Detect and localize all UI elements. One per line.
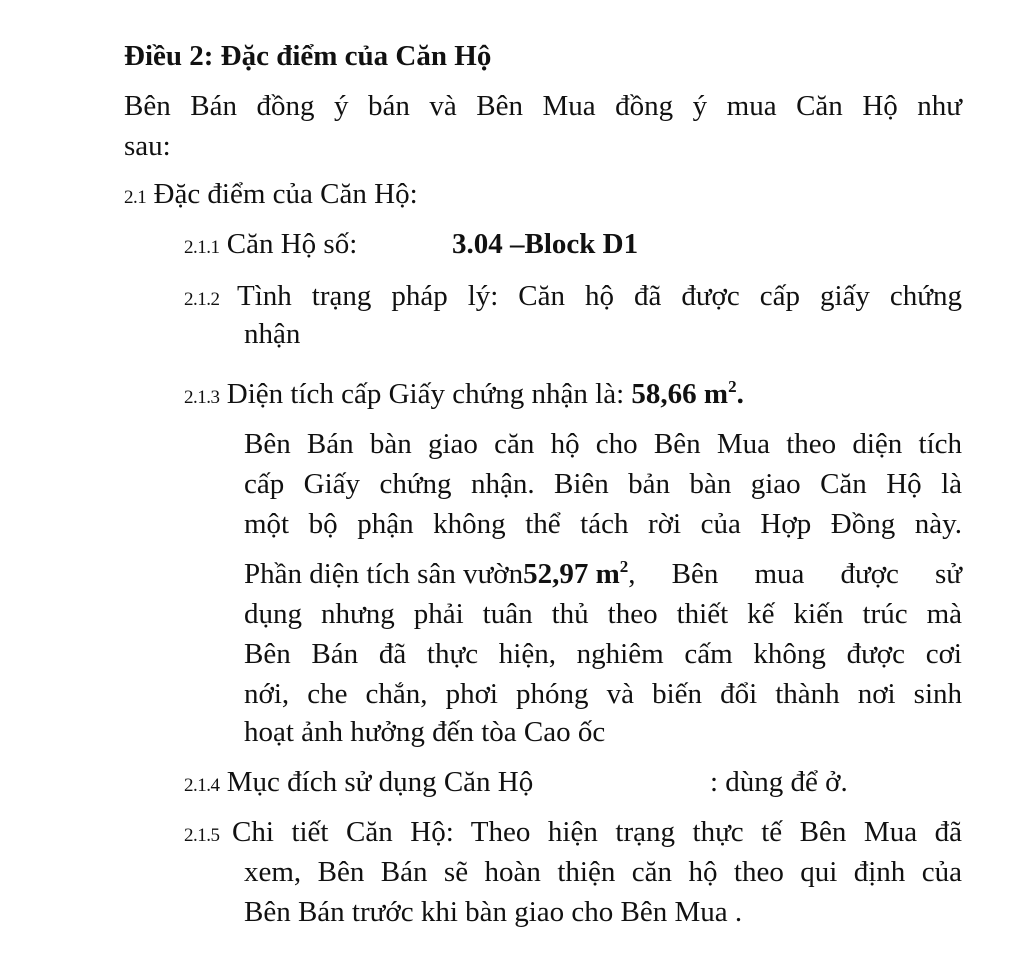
handover-line-1: Bên Bán bàn giao căn hộ cho Bên Mua theo diện tích — [244, 428, 962, 460]
garden-area-line-1 — [244, 556, 962, 592]
item-2-1-2-number — [184, 278, 220, 318]
legal-status-line-1: Tình trạng pháp lý: Căn hộ đã được cấp giấy chứng — [237, 280, 962, 312]
handover-line-3: một bộ phận không thể tách rời của Hợp Đồng này. — [244, 508, 962, 540]
garden-line-5: hoạt ảnh hưởng đến tòa Cao ốc — [244, 716, 606, 748]
garden-area-post: , Bên mua được sử — [628, 558, 962, 590]
legal-status-line-2: nhận — [244, 318, 301, 350]
item-2-1-4 — [184, 764, 533, 804]
apartment-number-label: Căn Hộ số: — [226, 228, 358, 260]
item-number: 2.1.1 — [184, 237, 220, 258]
garden-line-3: Bên Bán đã thực hiện, nghiêm cấm không được cơi — [244, 638, 962, 670]
garden-area-value: 52,97 $m^2$ — [523, 557, 629, 590]
section-number: 2.1 — [124, 187, 147, 208]
purpose-value: : dùng để ở. — [710, 766, 848, 798]
item-number: 2.1.5 — [184, 825, 220, 846]
item-number: 2.1.2 — [184, 289, 220, 310]
item-2-1-5-number — [184, 814, 220, 854]
item-2-1-1 — [184, 226, 357, 266]
details-line-2: xem, Bên Bán sẽ hoàn thiện căn hộ theo qui định của — [244, 856, 962, 888]
details-line-3: Bên Bán trước khi bàn giao cho Bên Mua . — [244, 896, 743, 928]
garden-line-4: nới, che chắn, phơi phóng và biến đổi thành nơi sinh — [244, 678, 962, 710]
handover-line-2: cấp Giấy chứng nhận. Biên bản bàn giao Căn Hộ là — [244, 468, 962, 500]
section-2-1 — [124, 176, 418, 216]
item-2-1-3 — [184, 376, 744, 416]
item-number: 2.1.3 — [184, 387, 220, 408]
item-number: 2.1.4 — [184, 775, 220, 796]
certified-area-label: Diện tích cấp Giấy chứng nhận là: — [226, 378, 625, 410]
section-heading: Đặc điểm của Căn Hộ: — [153, 178, 418, 210]
purpose-label: Mục đích sử dụng Căn Hộ — [226, 766, 534, 798]
apartment-number-value: 3.04 –Block D1 — [452, 228, 639, 260]
intro-line-1: Bên Bán đồng ý bán và Bên Mua đồng ý mua Căn Hộ như — [124, 90, 962, 122]
details-line-1: Chi tiết Căn Hộ: Theo hiện trạng thực tế Bên Mua đã — [232, 816, 962, 848]
garden-line-2: dụng nhưng phải tuân thủ theo thiết kế kiến trúc mà — [244, 598, 962, 630]
certified-area-value: 58,66 $m^2$. — [631, 377, 744, 410]
garden-area-label: Phần diện tích sân vườn — [244, 558, 524, 590]
article-title: Điều 2: Đặc điểm của Căn Hộ — [124, 40, 492, 72]
intro-line-2: sau: — [124, 130, 171, 162]
